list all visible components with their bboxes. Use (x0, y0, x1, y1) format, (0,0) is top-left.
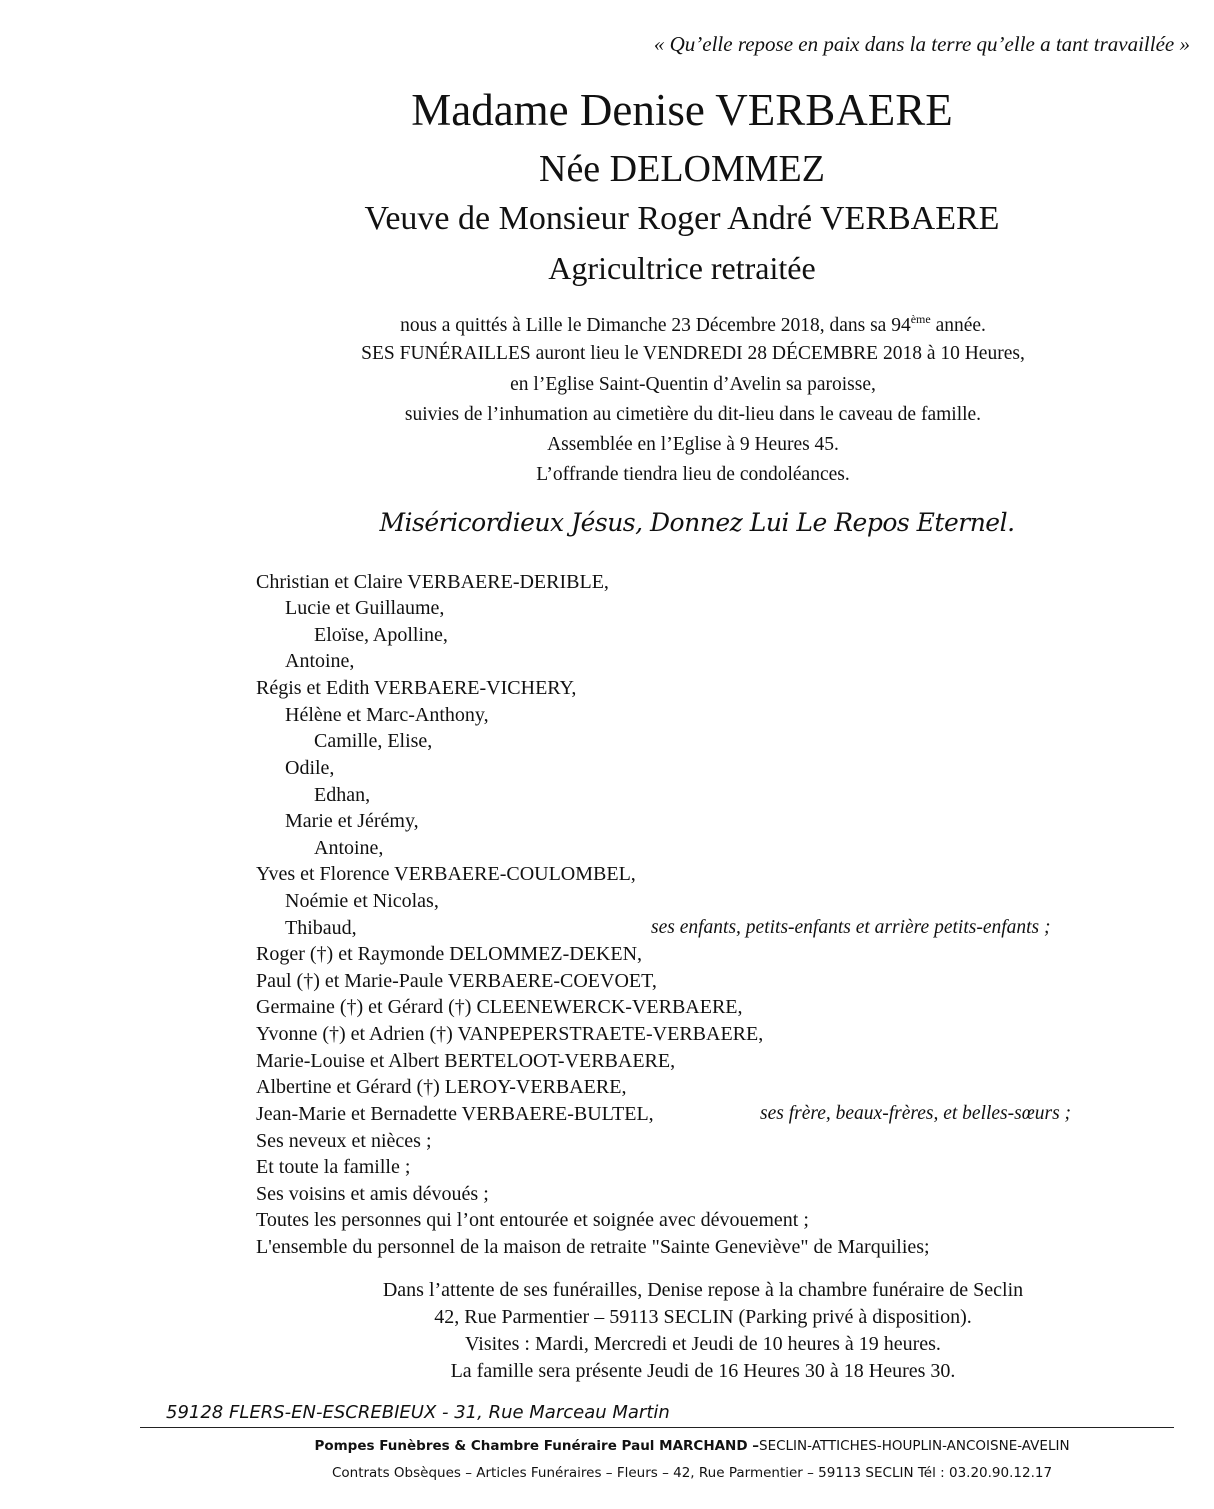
family-line: Antoine, (285, 650, 355, 672)
family-line: Marie et Jérémy, (285, 810, 419, 832)
announcement-death: nous a quittés à Lille le Dimanche 23 Décembre 2018, dans sa 94ème année. (400, 312, 986, 336)
family-line: Edhan, (314, 784, 371, 806)
family-line: Noémie et Nicolas, (285, 890, 439, 912)
family-line: Lucie et Guillaume, (285, 597, 445, 619)
announcement-burial: suivies de l’inhumation au cimetière du dit-lieu dans le caveau de famille. (404, 404, 982, 425)
family-address: 59128 FLERS-EN-ESCREBIEUX - 31, Rue Marceau Martin (166, 1402, 670, 1423)
announcement-offering: L’offrande tiendra lieu de condoléances. (536, 464, 850, 485)
family-line: Et toute la famille ; (256, 1156, 411, 1178)
announcement-funeral: SES FUNÉRAILLES auront lieu le VENDREDI 28 DÉCEMBRE 2018 à 10 Heures, (361, 343, 1025, 364)
prayer: Miséricordieux Jésus, Donnez Lui Le Repos Eternel. (379, 508, 1015, 537)
info-rest-place: Dans l’attente de ses funérailles, Denise repose à la chambre funéraire de Seclin (382, 1279, 1024, 1301)
family-line: Albertine et Gérard (†) LEROY-VERBAERE, (256, 1076, 627, 1098)
announcement-assembly: Assemblée en l’Eglise à 9 Heures 45. (547, 434, 839, 455)
widow-of: Veuve de Monsieur Roger André VERBAERE (364, 200, 1000, 237)
family-line: Eloïse, Apolline, (314, 624, 448, 646)
family-line: Roger (†) et Raymonde DELOMMEZ-DEKEN, (256, 943, 643, 965)
family-line: Camille, Elise, (314, 730, 433, 752)
family-line: Yves et Florence VERBAERE-COULOMBEL, (256, 863, 636, 885)
relation-siblings: ses frère, beaux-frères, et belles-sœurs ; (760, 1103, 1072, 1124)
info-family-presence: La famille sera présente Jeudi de 16 Heures 30 à 18 Heures 30. (450, 1360, 956, 1382)
relation-children: ses enfants, petits-enfants et arrière petits-enfants ; (651, 917, 1051, 938)
family-line: Jean-Marie et Bernadette VERBAERE-BULTEL, (256, 1103, 654, 1125)
family-line: L'ensemble du personnel de la maison de retraite "Sainte Geneviève" de Marquilies; (256, 1236, 930, 1258)
family-line: Germaine (†) et Gérard (†) CLEENEWERCK-VERBAERE, (256, 996, 743, 1018)
family-line: Toutes les personnes qui l’ont entourée et soignée avec dévouement ; (256, 1209, 809, 1231)
family-line: Paul (†) et Marie-Paule VERBAERE-COEVOET, (256, 970, 657, 992)
deceased-name: Madame Denise VERBAERE (411, 85, 953, 135)
profession: Agricultrice retraitée (548, 250, 816, 286)
family-line: Christian et Claire VERBAERE-DERIBLE, (256, 571, 609, 593)
family-line: Hélène et Marc-Anthony, (285, 704, 489, 726)
epigraph: « Qu’elle repose en paix dans la terre qu’elle a tant travaillée » (653, 32, 1190, 56)
family-line: Ses neveux et nièces ; (256, 1130, 432, 1152)
family-line: Odile, (285, 757, 335, 779)
family-line: Antoine, (314, 837, 384, 859)
family-line: Yvonne (†) et Adrien (†) VANPEPERSTRAETE-VERBAERE, (256, 1023, 764, 1045)
info-visits: Visites : Mardi, Mercredi et Jeudi de 10 heures à 19 heures. (465, 1333, 941, 1355)
announcement-church: en l’Eglise Saint-Quentin d’Avelin sa paroisse, (510, 374, 876, 395)
family-line: Marie-Louise et Albert BERTELOOT-VERBAERE, (256, 1050, 676, 1072)
family-line: Ses voisins et amis dévoués ; (256, 1183, 489, 1205)
footer-contact: Contrats Obsèques – Articles Funéraires – Fleurs – 42, Rue Parmentier – 59113 SECLIN Tél : 03.20.90.12.17 (331, 1465, 1053, 1481)
family-line: Thibaud, (285, 917, 357, 939)
footer-divider (140, 1427, 1174, 1428)
family-line: Régis et Edith VERBAERE-VICHERY, (256, 677, 577, 699)
info-address: 42, Rue Parmentier – 59113 SECLIN (Parking privé à disposition). (434, 1306, 972, 1328)
footer-company: Pompes Funèbres & Chambre Funéraire Paul MARCHAND –SECLIN-ATTICHES-HOUPLIN-ANCOISNE-AVELIN (314, 1438, 1070, 1454)
maiden-name: Née DELOMMEZ (539, 148, 825, 190)
